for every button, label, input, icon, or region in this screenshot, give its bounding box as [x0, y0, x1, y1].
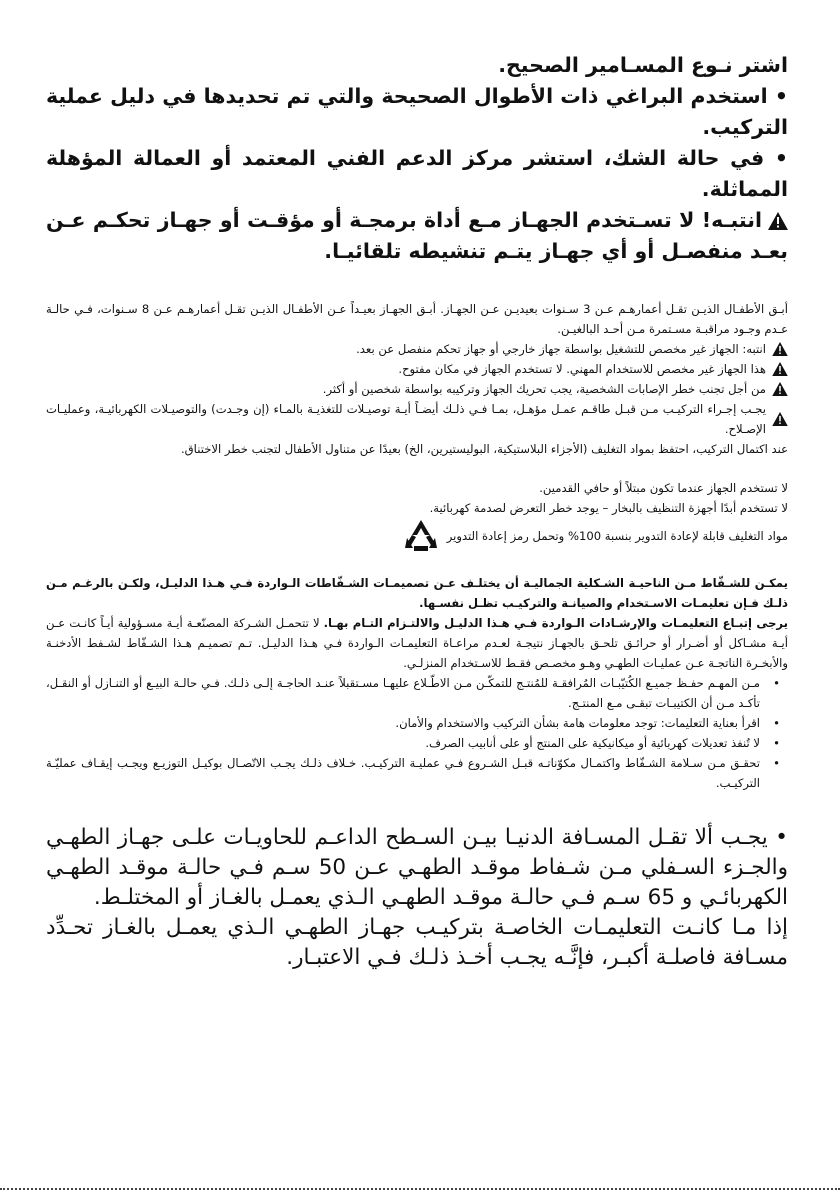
- list-item: • لا تُنفذ تعديلات كهربائية أو ميكانيكية على المنتج أو على أنابيب الصرف.: [46, 733, 788, 753]
- warning-external-device-text: انتبه: الجهاز غير مخصص للتشغيل بواسطة جهاز خارجي أو جهاز تحكم منفصل عن بعد.: [356, 342, 766, 356]
- warning-triangle-icon: [768, 212, 788, 230]
- warning-triangle-icon: [772, 362, 788, 376]
- list-item: • تحقـق مـن سـلامة الشـفّاط واكتمـال مكوّناتـه قبـل الشـروع فـي عمليـة التركيـب. خـلاف ذلـك يجـب الاتّصـال بوكيـل التوزيـع ويجـب إيقـاف عمليّـة التركيـب.: [46, 753, 788, 793]
- warning-qualified-install-text: يجـب إجـراء التركيـب مـن قبـل طاقـم عمـل مؤهـل، بمـا فـي ذلـك أيضـاً أيـة توصيـلات للتغذيـة بالمـاء (إن وجـدت) والتوصيـلات الكهربائيـة، وعمليـات الإصـلاح.: [46, 402, 766, 436]
- children-safety-text: أبـق الأطفـال الذيـن تقـل أعمارهـم عـن 3 سـنوات بعيديـن عـن الجهـاز. أبـق الجهـاز بعيـداً عـن الأطفـال الذيـن تقـل أعمارهـم عـن 8 سـنوات، فـي حالـة عـدم وجـود مراقبـة مسـتمرة مـن أحـد البالغيـن.: [46, 302, 788, 336]
- recycle-icon: [401, 518, 441, 554]
- liability-text: لا تتحمـل الشـركة المصنّعـة أيـة مسـؤولية أيـاً كانـت عـن أيـة مشـاكل أو أضـرار أو حرائـق تلحـق بالجهـاز نتيجـة لعـدم مراعـاة التعليمـات الـواردة فـي هـذا الدليـل. تـم تصميـم هـذا الشـفّاط لشـفط الأدخنـة والأبخـرة الناتجـة عـن عمليـات الطهـي وهـو مخصـص فقـط للاسـتخدام المنزلـي.: [46, 616, 788, 670]
- manual-page: [46, 50, 788, 973]
- packaging-safety-text: عند اكتمال التركيب، احتفظ بمواد التغليف (الأجزاء البلاستيكية، البوليستيرين، الخ) بعيدًا عن متناول الأطفال لتجنب خطر الاختناق.: [181, 442, 788, 456]
- steam-cleaner-warning: لا تستخدم أبدًا أجهزة التنظيف بالبخار – يوجد خطر التعرض لصدمة كهربائية.: [429, 501, 788, 515]
- warning-triangle-icon: [772, 342, 788, 356]
- warning-professional-use-text: هذا الجهاز غير مخصص للاستخدام المهني. لا تستخدم الجهاز في مكان مفتوح.: [398, 362, 766, 376]
- list-item: • مـن المهـم حفـظ جميـع الكُتيّبـات المُرافقـة للمُنتـج للتمكّـن مـن الاطّـلاع عليهـا مسـتقبلاً عنـد الحاجـة إلـى ذلـك. فـي حالـة البيـع أو التنـازل أو النقـل، تأكـد مـن أن الكتيبـات تبقـى مـع المنتـج.: [46, 673, 788, 713]
- screws-length-bullet: • استخدم البراغي ذات الأطوال الصحيحة والتي تم تحديدها في دليل عملية التركيب.: [46, 84, 788, 139]
- warning-external-device: [46, 339, 788, 359]
- main-warning-text: انتبـه! لا تسـتخدم الجهـاز مـع أداة برمجـة أو مؤقـت أو جهـاز تحكـم عـن بعـد منفصـل أو أي جهـاز يتـم تنشيطه تلقائيـا.: [46, 208, 788, 263]
- wet-hands-warning: لا تستخدم الجهاز عندما تكون مبتلاً أو حافي القدمين.: [539, 481, 788, 495]
- follow-instructions-paragraph: [46, 613, 788, 673]
- warning-professional-use: [46, 359, 788, 379]
- main-warning: [46, 205, 788, 267]
- minimum-distance-bullet: • يجـب ألا تقـل المسـافة الدنيـا بيـن السـطح الداعـم للحاويـات علـى جهـاز الطهـي والجـزء السـفلي مـن شـفاط موقـد الطهـي عـن 50 سـم فـي حالـة موقـد الطهـي الكهربائـي و 65 سـم فـي حالـة موقـد الطهـي الـذي يعمـل بالغـاز أو المختلـط.: [46, 825, 788, 910]
- warning-triangle-icon: [772, 382, 788, 396]
- manual-bullet-list: [46, 673, 788, 793]
- doubt-bullet: • في حالة الشك، استشر مركز الدعم الفني المعتمد أو العمالة المؤهلة المماثلة.: [46, 146, 788, 201]
- screws-instruction: اشتر نـوع المسـامير الصحيح.: [498, 53, 788, 77]
- page-bottom-rule: [0, 1188, 840, 1190]
- recycling-text: مواد التغليف قابلة لإعادة التدوير بنسبة 100% وتحمل رمز إعادة التدوير: [446, 529, 788, 543]
- warning-triangle-icon: [772, 412, 788, 426]
- warning-two-persons-text: من أجل تجنب خطر الإصابات الشخصية، يجب تحريك الجهاز وتركيبه بواسطة شخصين أو أكثر.: [322, 382, 766, 396]
- hood-design-notice: يمكـن للشـفّاط مـن الناحيـة الشـكلية الجماليـة أن يختلـف عـن تصميمـات الشـفّاطات الـواردة فـي هـذا الدليـل، ولكـن بالرغـم مـن ذلـك فـإن تعليمـات الاسـتخدام والصيانـة والتركيـب تظـل نفسـها.: [46, 576, 788, 610]
- warning-qualified-install: [46, 399, 788, 439]
- follow-instructions-bold: يرجى إتبـاع التعليمـات والإرشـادات الـواردة فـي هـذا الدليـل والالتـزام التـام بهـا.: [323, 616, 788, 630]
- gas-hob-distance-note: إذا مـا كانـت التعليمـات الخاصـة بتركيـب جهـاز الطهـي الـذي يعمـل بالغـاز تحـدِّد مسـافة فاصلـة أكبـر، فإنَّـه يجـب أخـذ ذلـك فـي الاعتبـار.: [46, 915, 788, 970]
- warning-two-persons: [46, 379, 788, 399]
- recycling-row: [46, 518, 788, 554]
- list-item: • اقرأ بعناية التعليمات: توجد معلومات هامة بشأن التركيب والاستخدام والأمان.: [46, 713, 788, 733]
